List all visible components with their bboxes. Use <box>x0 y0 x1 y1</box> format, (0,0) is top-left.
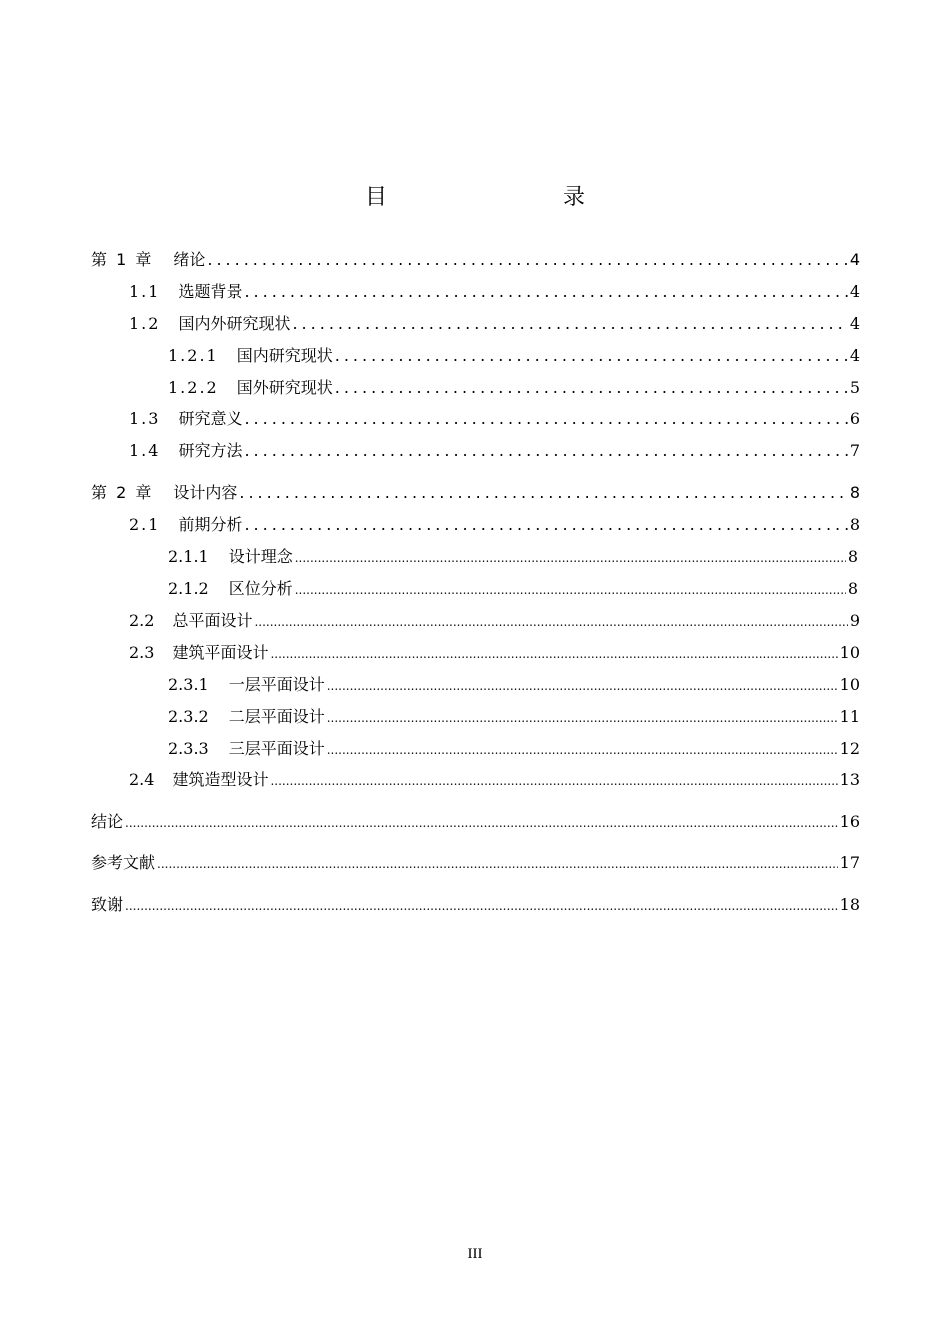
toc-entry-page: 5 <box>849 378 860 397</box>
toc-entry-number: 2.3 <box>129 643 155 662</box>
toc-entry-number: 2.2 <box>129 611 155 630</box>
toc-leader-dots <box>335 346 848 365</box>
toc-entry-number: 2.1 <box>129 515 161 534</box>
toc-leader-dots <box>254 615 847 629</box>
toc-entry-number: 2.3.2 <box>168 707 209 726</box>
toc-entry-page: 18 <box>839 895 860 914</box>
toc-entry-page: 8 <box>849 515 860 534</box>
toc-entry-page: 11 <box>839 707 860 726</box>
toc-leader-dots <box>244 409 847 428</box>
toc-entry-number: 2.1.1 <box>168 547 209 566</box>
toc-entry-title: 建筑平面设计 <box>172 643 269 662</box>
toc-entry-page: 10 <box>839 643 860 662</box>
toc-entry-page: 4 <box>849 282 860 301</box>
toc-entry-title: 绪论 <box>173 250 206 269</box>
toc-entry-page: 8 <box>849 483 860 502</box>
toc-entry-2-3-2[interactable] <box>168 704 860 728</box>
toc-leader-dots <box>327 743 838 757</box>
toc-entry-1-2-1[interactable] <box>168 343 860 367</box>
toc-leader-dots <box>157 857 838 871</box>
toc-entry-page: 6 <box>849 409 860 428</box>
toc-leader-dots <box>292 314 847 333</box>
toc-entry-title: 三层平面设计 <box>228 739 325 758</box>
toc-entry-page: 9 <box>849 611 860 630</box>
toc-leader-dots <box>244 515 847 534</box>
toc-entry-1-1[interactable] <box>129 279 860 303</box>
toc-leader-dots <box>327 711 838 725</box>
toc-entry-chapter-1[interactable] <box>91 247 860 271</box>
toc-entry-title: 二层平面设计 <box>228 707 325 726</box>
toc-entry-page: 10 <box>839 675 860 694</box>
toc-entry-title: 研究方法 <box>178 441 243 460</box>
toc-leader-dots <box>335 378 848 397</box>
toc-entry-number: 1.3 <box>129 409 161 428</box>
toc-entry-2-3[interactable] <box>129 640 860 664</box>
toc-entry-title: 前期分析 <box>178 515 243 534</box>
toc-entry-number: 第 1 章 <box>91 250 154 269</box>
toc-entry-title: 设计理念 <box>228 547 293 566</box>
toc-entry-chapter-2[interactable] <box>91 480 860 504</box>
toc-entry-page: 16 <box>839 812 860 831</box>
toc-entry-number: 1.2 <box>129 314 161 333</box>
toc-entry-1-4[interactable] <box>129 438 860 462</box>
toc-leader-dots <box>295 551 846 565</box>
toc-leader-dots <box>270 774 837 788</box>
toc-entry-number: 1.4 <box>129 441 161 460</box>
toc-entry-2-4[interactable] <box>129 767 860 791</box>
toc-entry-number: 1.2.1 <box>168 346 219 365</box>
toc-entry-2-1-2[interactable] <box>168 576 858 600</box>
toc-entry-title: 研究意义 <box>178 409 243 428</box>
toc-entry-2-3-1[interactable] <box>168 672 860 696</box>
toc-leader-dots <box>327 679 838 693</box>
toc-entry-references[interactable] <box>91 850 860 874</box>
toc-leader-dots <box>239 483 847 502</box>
toc-entry-2-1-1[interactable] <box>168 544 858 568</box>
toc-entry-page: 4 <box>849 314 860 333</box>
toc-entry-title: 一层平面设计 <box>228 675 325 694</box>
toc-entry-acknowledgements[interactable] <box>91 892 860 916</box>
toc-entry-page: 12 <box>839 739 860 758</box>
toc-entry-page: 8 <box>847 579 858 598</box>
toc-entry-number: 1.1 <box>129 282 161 301</box>
toc-leader-dots <box>207 250 847 269</box>
toc-entry-number: 2.1.2 <box>168 579 209 598</box>
toc-entry-title: 结论 <box>91 812 124 831</box>
toc-entry-page: 4 <box>849 346 860 365</box>
toc-entry-number: 1.2.2 <box>168 378 219 397</box>
toc-entry-title: 参考文献 <box>91 853 156 872</box>
toc-entry-page: 8 <box>847 547 858 566</box>
toc-leader-dots <box>270 647 837 661</box>
toc-entry-conclusion[interactable] <box>91 809 860 833</box>
toc-entry-page: 7 <box>849 441 860 460</box>
toc-entry-title: 选题背景 <box>178 282 243 301</box>
toc-leader-dots <box>125 816 838 830</box>
toc-entry-1-2-2[interactable] <box>168 375 860 399</box>
toc-entry-page: 4 <box>849 250 860 269</box>
toc-entry-page: 17 <box>839 853 860 872</box>
toc-entry-page: 13 <box>839 770 860 789</box>
toc-leader-dots <box>244 441 847 460</box>
page-number: III <box>467 1246 483 1262</box>
toc-entry-title: 设计内容 <box>173 483 238 502</box>
toc-entry-number: 2.3.3 <box>168 739 209 758</box>
toc-entry-title: 国内外研究现状 <box>178 314 291 333</box>
toc-entry-number: 2.4 <box>129 770 155 789</box>
page-title: 目 录 <box>364 185 629 210</box>
toc-leader-dots <box>244 282 847 301</box>
toc-entry-1-3[interactable] <box>129 406 860 430</box>
toc-entry-title: 致谢 <box>91 895 124 914</box>
toc-entry-2-3-3[interactable] <box>168 736 860 760</box>
toc-entry-2-2[interactable] <box>129 608 860 632</box>
toc-entry-title: 建筑造型设计 <box>172 770 269 789</box>
toc-entry-number: 2.3.1 <box>168 675 209 694</box>
toc-entry-2-1[interactable] <box>129 512 860 536</box>
toc-entry-1-2[interactable] <box>129 311 860 335</box>
toc-entry-title: 国外研究现状 <box>236 378 333 397</box>
toc-leader-dots <box>295 583 846 597</box>
toc-entry-number: 第 2 章 <box>91 483 154 502</box>
toc-entry-title: 总平面设计 <box>172 611 253 630</box>
toc-entry-title: 国内研究现状 <box>236 346 333 365</box>
toc-leader-dots <box>125 899 838 913</box>
toc-entry-title: 区位分析 <box>228 579 293 598</box>
